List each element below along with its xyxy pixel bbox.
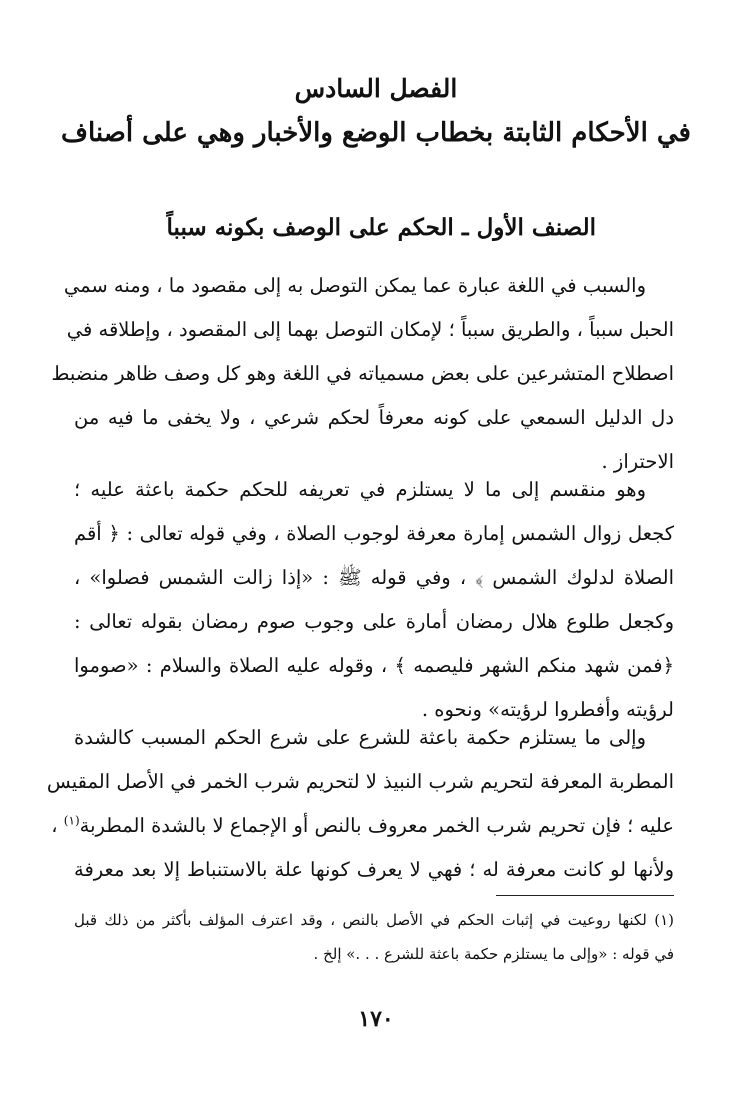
text-line: الاحتراز .: [601, 450, 674, 473]
text-line: والسبب في اللغة عبارة عما يمكن التوصل به إلى مقصود ما ، ومنه سمي: [63, 274, 646, 297]
paragraph-first-division: [74, 468, 674, 732]
text-line: لرؤيته وأفطروا لرؤيته» ونحوه .: [421, 698, 674, 721]
section-heading: الصنف الأول ـ الحكم على الوصف بكونه سبباً: [166, 214, 596, 241]
paragraph-second-division: [46, 716, 674, 892]
text-line: وكجعل طلوع هلال رمضان أمارة على وجوب صوم رمضان بقوله تعالى :: [74, 610, 674, 633]
text-line: الحبل سبباً ، والطريق سبباً ؛ لإمكان التوصل بهما إلى المقصود ، وإطلاقه في: [66, 318, 674, 341]
text-line: كجعل زوال الشمس إمارة معرفة لوجوب الصلاة ، وفي قوله تعالى : ﴿ أقم: [74, 522, 674, 545]
text-line: الصلاة لدلوك الشمس ﴾ ، وفي قوله ﷺ : «إذا زالت الشمس فصلوا» ،: [74, 566, 674, 589]
text-line: وهو منقسم إلى ما لا يستلزم في تعريفه للحكم حكمة باعثة عليه ؛: [74, 478, 646, 501]
text-line: ولأنها لو كانت معرفة له ؛ فهي لا يعرف كونها علة بالاستنباط إلا بعد معرفة: [74, 858, 674, 881]
text-line: وإلى ما يستلزم حكمة باعثة للشرع على شرع الحكم المسبب كالشدة: [74, 726, 646, 749]
page-number: ١٧٠: [358, 1006, 394, 1032]
chapter-title: الفصل السادس: [294, 74, 458, 103]
footnote-block: [74, 903, 674, 971]
text-segment: ،: [51, 814, 64, 837]
text-segment: عليه ؛ فإن تحريم شرب الخمر معروف بالنص أو الإجماع لا بالشدة المطربة: [79, 814, 674, 837]
chapter-subtitle: في الأحكام الثابتة بخطاب الوضع والأخبار وهي على أصناف: [61, 118, 691, 148]
footnote-marker[interactable]: (١): [63, 813, 80, 828]
text-line: المطربة المعرفة لتحريم شرب النبيذ لا لتحريم شرب الخمر في الأصل المقيس: [46, 770, 674, 793]
text-line: اصطلاح المتشرعين على بعض مسمياته في اللغة وهو كل وصف ظاهر منضبط: [51, 362, 674, 385]
paragraph-definition: [51, 264, 674, 484]
footnote-line: (١) لكنها روعيت في إثبات الحكم في الأصل بالنص ، وقد اعترف المؤلف بأكثر من ذلك قبل: [74, 911, 674, 929]
footnote-divider: [496, 895, 674, 896]
text-line: دل الدليل السمعي على كونه معرفاً لحكم شرعي ، ولا يخفى ما فيه من: [74, 406, 674, 429]
text-line: ﴿فمن شهد منكم الشهر فليصمه ﴾ ، وقوله عليه الصلاة والسلام : «صوموا: [74, 654, 674, 677]
text-line-with-footnote: [51, 804, 674, 848]
footnote-line: في قوله : «وإلى ما يستلزم حكمة باعثة للشرع . . .» إلخ .: [313, 945, 674, 963]
